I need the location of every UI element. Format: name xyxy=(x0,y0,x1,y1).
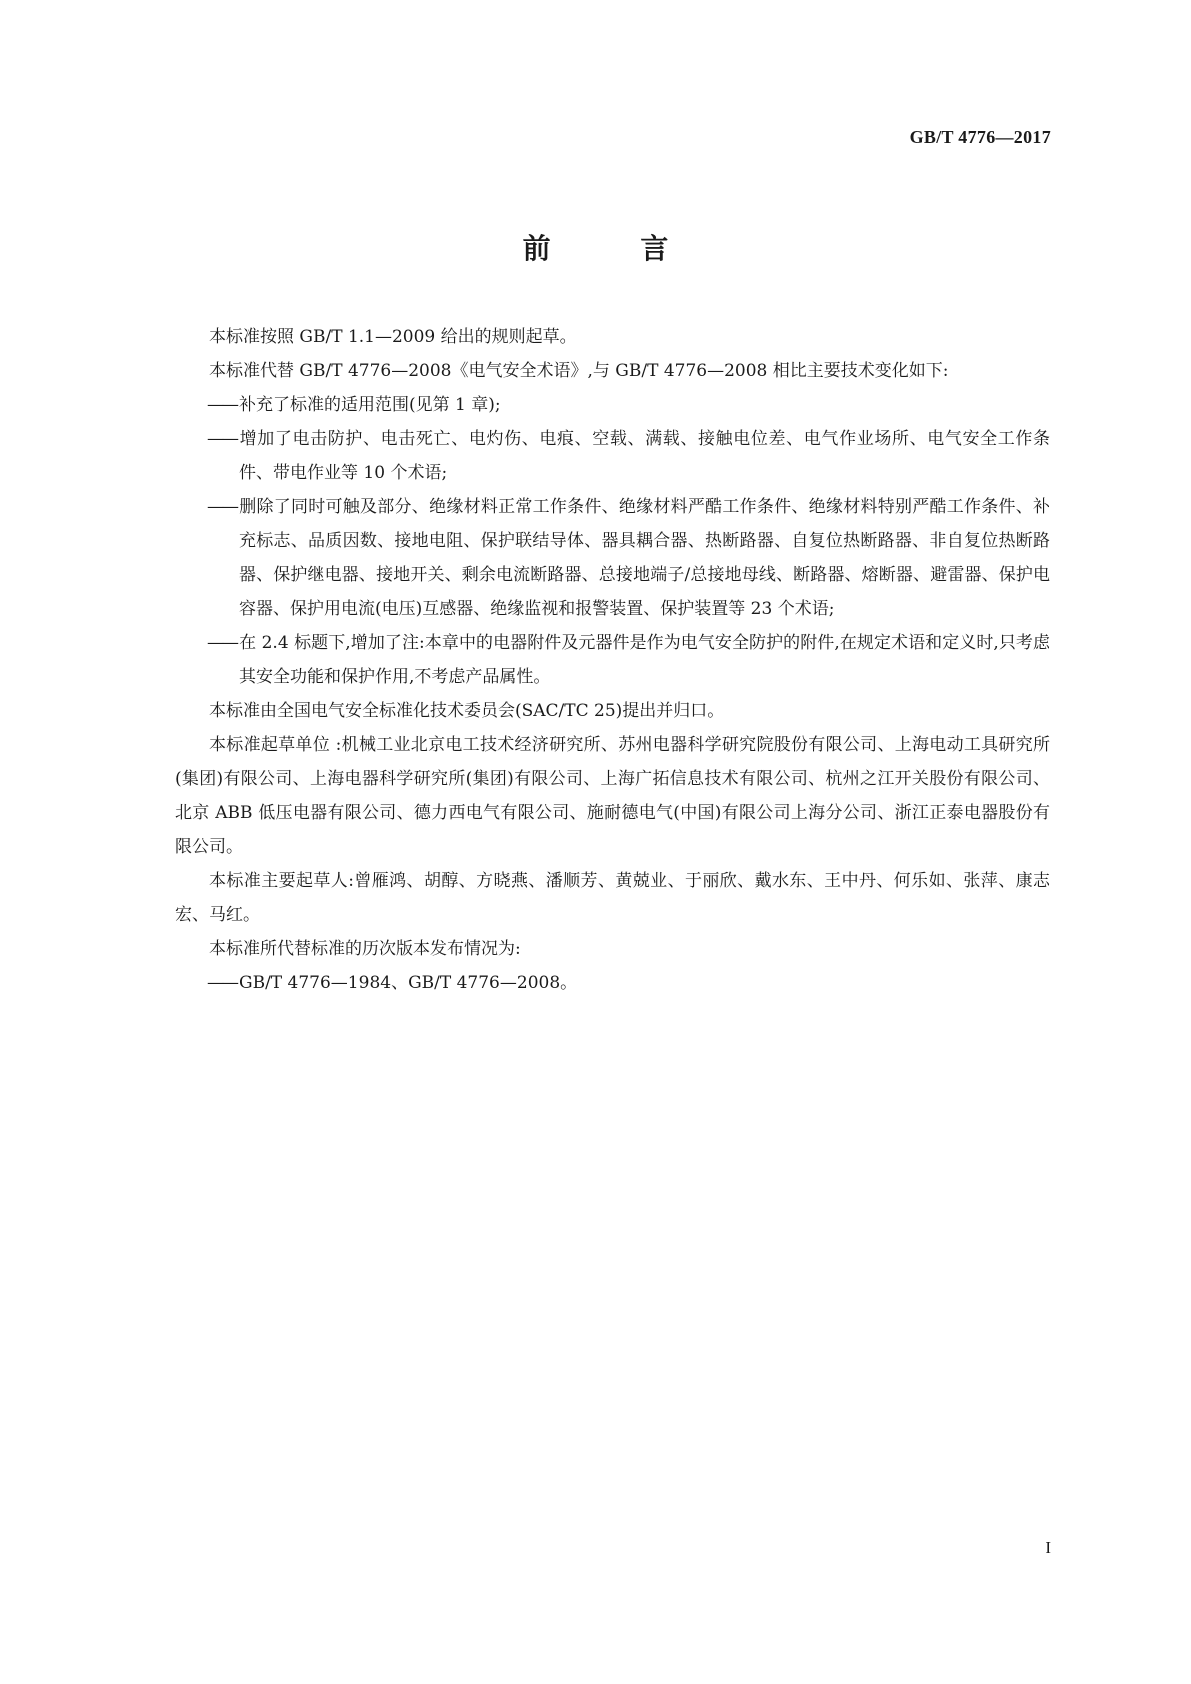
dash-mark: —— xyxy=(207,395,237,415)
dash-mark: —— xyxy=(207,497,237,517)
paragraph-drafting-rules: 本标准按照 GB/T 1.1—2009 给出的规则起草。 xyxy=(209,327,577,347)
history-item xyxy=(175,966,1050,1000)
paragraph-drafting-units: 本标准起草单位 :机械工业北京电工技术经济研究所、苏州电器科学研究院股份有限公司、上海电动工具研究所(集团)有限公司、上海电器科学研究所(集团)有限公司、上海广拓信息技术有限公司、杭州之江开关股份有限公司、北京 ABB 低压电器有限公司、德力西电气有限公司、施耐德电气(中国)有限公司上海分公司、浙江正泰电器股份有限公司。 xyxy=(175,735,1050,857)
paragraph-replaces: 本标准代替 GB/T 4776—2008《电气安全术语》,与 GB/T 4776—2008 相比主要技术变化如下: xyxy=(209,361,949,381)
foreword-body xyxy=(175,320,1050,1000)
page-number: I xyxy=(1045,1538,1051,1557)
paragraph-drafters: 本标准主要起草人:曾雁鸿、胡醇、方晓燕、潘顺芳、黄兢业、于丽欣、戴水东、王中丹、何乐如、张萍、康志宏、马红。 xyxy=(175,871,1050,925)
change-item-text: 在 2.4 标题下,增加了注:本章中的电器附件及元器件是作为电气安全防护的附件,在规定术语和定义时,只考虑其安全功能和保护作用,不考虑产品属性。 xyxy=(239,633,1050,687)
page-title: 前 言 xyxy=(522,232,709,265)
change-item xyxy=(175,626,1050,694)
change-item xyxy=(175,388,1050,422)
standard-code-header: GB/T 4776—2017 xyxy=(909,127,1051,147)
dash-mark: —— xyxy=(207,973,237,993)
paragraph-proposer: 本标准由全国电气安全标准化技术委员会(SAC/TC 25)提出并归口。 xyxy=(209,701,725,721)
paragraph-history: 本标准所代替标准的历次版本发布情况为: xyxy=(209,939,521,959)
change-item xyxy=(175,422,1050,490)
change-item-text: 补充了标准的适用范围(见第 1 章); xyxy=(239,395,501,415)
dash-mark: —— xyxy=(207,633,237,653)
change-item xyxy=(175,490,1050,626)
change-item-text: 增加了电击防护、电击死亡、电灼伤、电痕、空载、满载、接触电位差、电气作业场所、电气安全工作条件、带电作业等 10 个术语; xyxy=(239,429,1050,483)
history-item-text: GB/T 4776—1984、GB/T 4776—2008。 xyxy=(239,973,578,993)
dash-mark: —— xyxy=(207,429,237,449)
change-item-text: 删除了同时可触及部分、绝缘材料正常工作条件、绝缘材料严酷工作条件、绝缘材料特别严酷工作条件、补充标志、品质因数、接地电阻、保护联结导体、器具耦合器、热断路器、自复位热断路器、非自复位热断路器、保护继电器、接地开关、剩余电流断路器、总接地端子/总接地母线、断路器、熔断器、避雷器、保护电容器、保护用电流(电压)互感器、绝缘监视和报警装置、保护装置等 23 个术语; xyxy=(239,497,1050,619)
